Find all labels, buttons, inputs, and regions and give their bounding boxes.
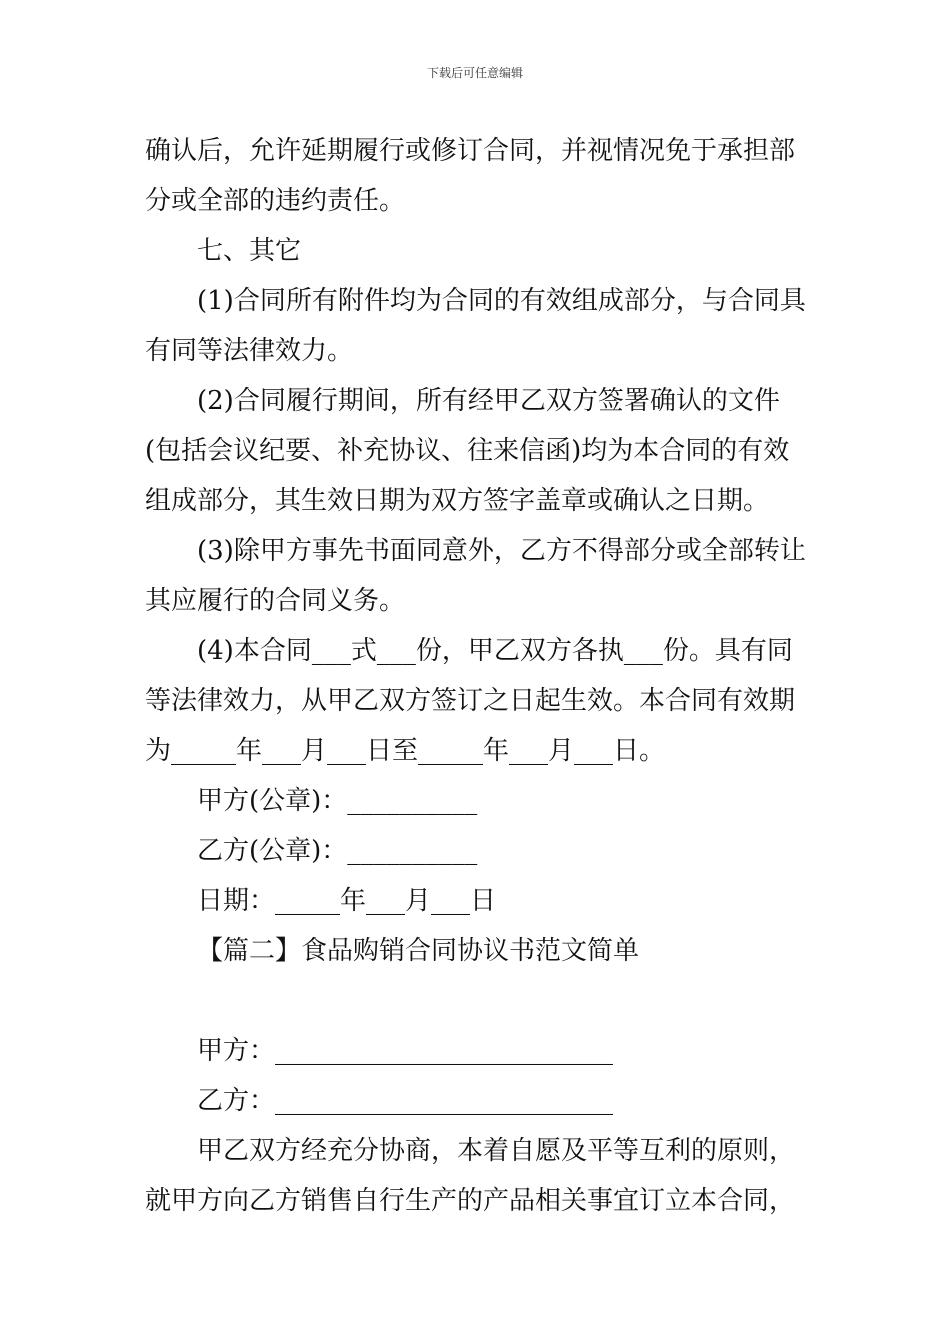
paragraph-line: 其应履行的合同义务。 [145,586,406,616]
paragraph-line: (包括会议纪要、补充协议、往来信函)均为本合同的有效 [145,436,790,466]
paragraph-line: 确认后，允许延期履行或修订合同，并视情况免于承担部 [145,136,796,166]
paragraph-line: 组成部分，其生效日期为双方签字盖章或确认之日期。 [145,486,770,516]
section-title: 【篇二】食品购销合同协议书范文简单 [197,936,640,966]
document-body [145,126,810,1226]
paragraph-line: 有同等法律效力。 [145,336,354,366]
blank-line [145,976,810,1026]
party-a-line: 甲方：__________________________ [197,1036,614,1066]
paragraph-line: (3)除甲方事先书面同意外，乙方不得部分或全部转让 [197,536,806,566]
paragraph-line: 就甲方向乙方销售自行生产的产品相关事宜订立本合同， [145,1186,796,1216]
paragraph-line: (2)合同履行期间，所有经甲乙双方签署确认的文件 [197,386,780,416]
page-header: 下载后可任意编辑 [426,66,523,80]
paragraph-line: (1)合同所有附件均为合同的有效组成部分，与合同具 [197,286,806,316]
paragraph-line: 分或全部的违约责任。 [145,186,406,216]
signature-date: 日期：_____年___月___日 [197,886,497,916]
signature-party-b: 乙方(公章)：__________ [197,836,478,866]
section-heading: 七、其它 [197,236,302,266]
paragraph-line: 甲乙双方经充分协商，本着自愿及平等互利的原则， [197,1136,796,1166]
paragraph-line: (4)本合同___式___份，甲乙双方各执___份。具有同 [197,636,793,666]
signature-party-a: 甲方(公章)：__________ [197,786,478,816]
paragraph-line: 为_____年___月___日至_____年___月___日。 [145,736,666,766]
paragraph-line: 等法律效力，从甲乙双方签订之日起生效。本合同有效期 [145,686,796,716]
party-b-line: 乙方：__________________________ [197,1086,614,1116]
